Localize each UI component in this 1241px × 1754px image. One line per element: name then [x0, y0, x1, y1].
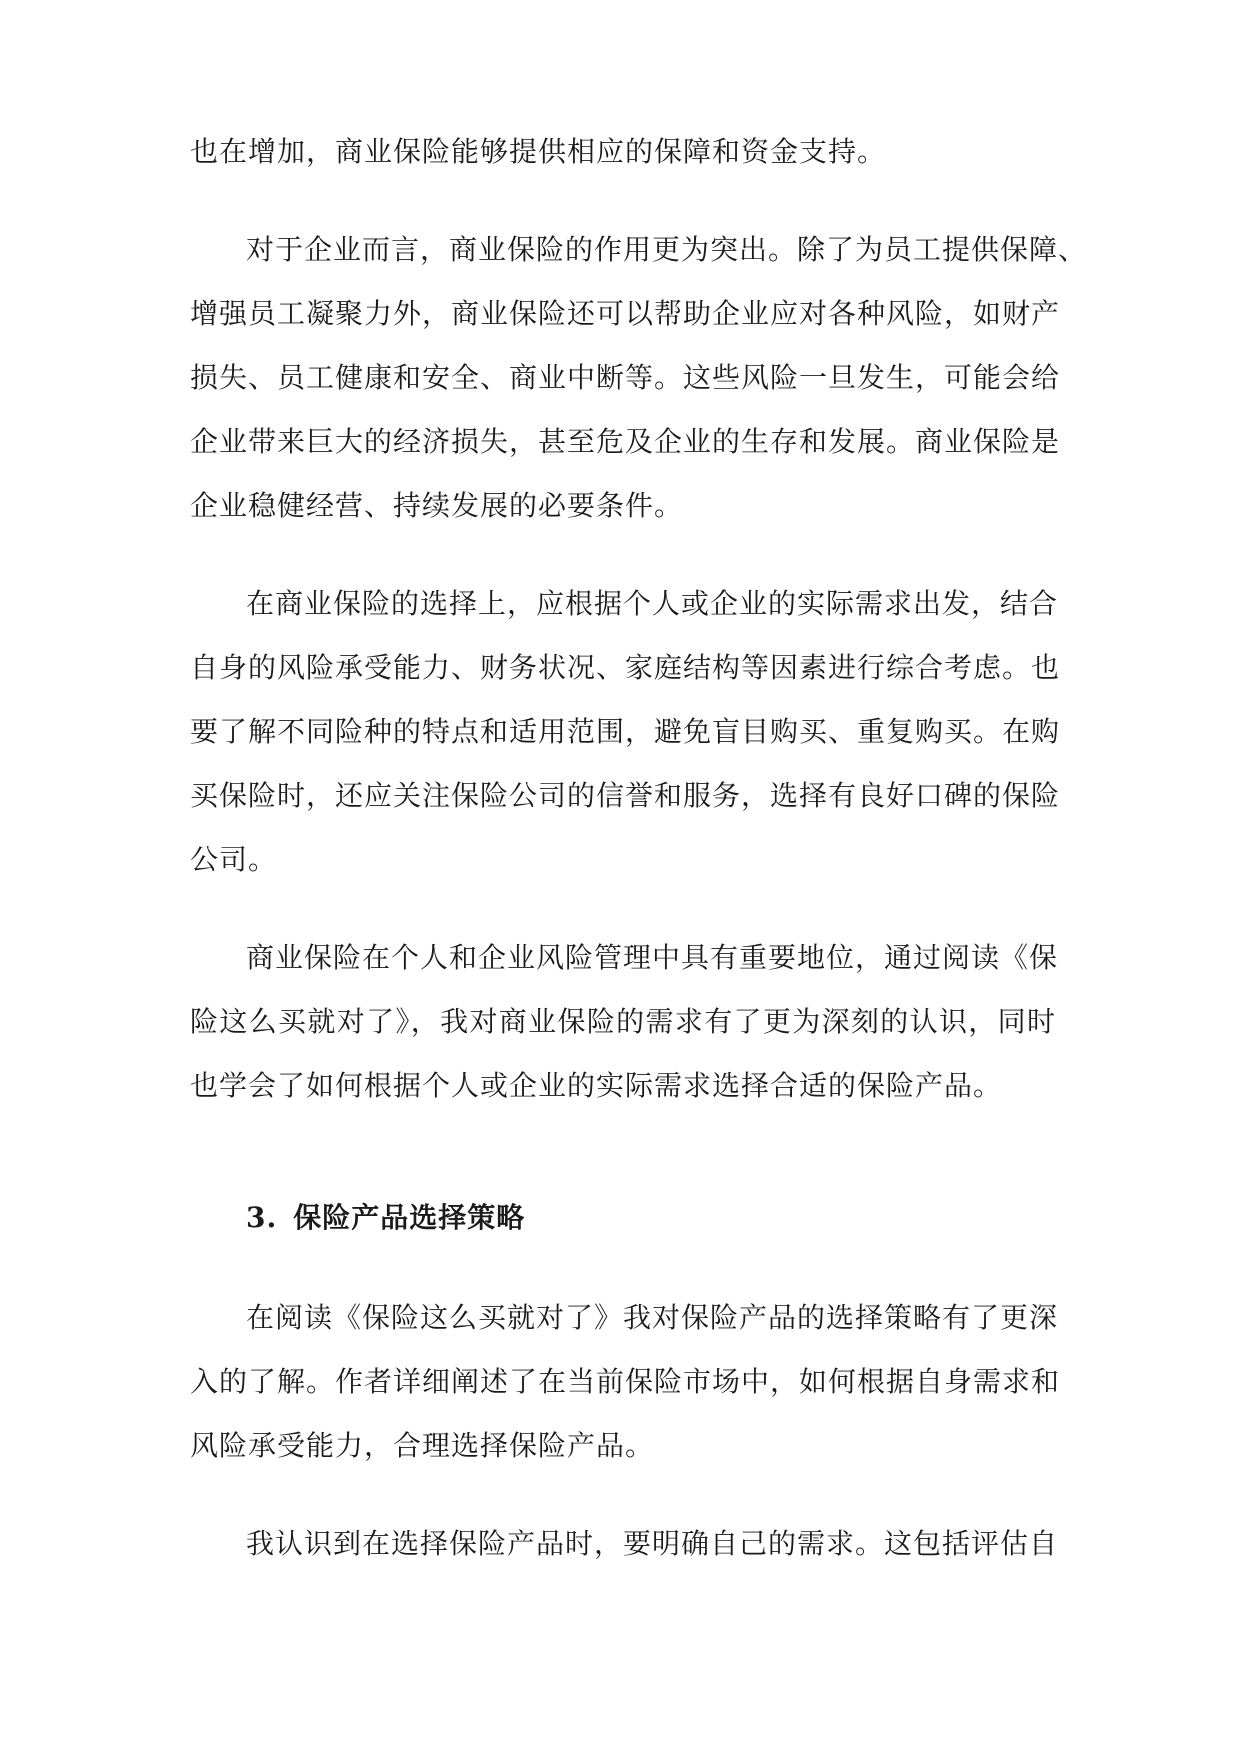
paragraph-line: 商业保险在个人和企业风险管理中具有重要地位，通过阅读《保 — [246, 941, 1059, 974]
paragraph-line: 公司。 — [190, 843, 278, 876]
paragraph-line: 企业带来巨大的经济损失，甚至危及企业的生存和发展。商业保险是 — [190, 425, 1061, 458]
paragraph-line: 增强员工凝聚力外，商业保险还可以帮助企业应对各种风险，如财产 — [190, 297, 1061, 330]
paragraph-line: 损失、员工健康和安全、商业中断等。这些风险一旦发生，可能会给 — [190, 361, 1061, 394]
paragraph-line: 自身的风险承受能力、财务状况、家庭结构等因素进行综合考虑。也 — [190, 651, 1061, 684]
section-heading — [246, 1198, 1112, 1238]
paragraph-line: 在阅读《保险这么买就对了》我对保险产品的选择策略有了更深 — [246, 1301, 1059, 1334]
section-number: 3. — [246, 1201, 278, 1234]
paragraph-line: 风险承受能力，合理选择保险产品。 — [190, 1429, 655, 1462]
section-title: 保险产品选择策略 — [293, 1201, 526, 1234]
paragraph-line: 我认识到在选择保险产品时，要明确自己的需求。这包括评估自 — [246, 1527, 1059, 1560]
paragraph-line: 入的了解。作者详细阐述了在当前保险市场中，如何根据自身需求和 — [190, 1365, 1061, 1398]
paragraph-line: 在商业保险的选择上，应根据个人或企业的实际需求出发，结合 — [246, 587, 1059, 620]
paragraph-line: 企业稳健经营、持续发展的必要条件。 — [190, 489, 684, 522]
paragraph-line: 也在增加，商业保险能够提供相应的保障和资金支持。 — [190, 135, 887, 168]
paragraph-line: 对于企业而言，商业保险的作用更为突出。除了为员工提供保障、 — [246, 233, 1088, 266]
paragraph-line: 险这么买就对了》，我对商业保险的需求有了更为深刻的认识，同时 — [190, 1005, 1056, 1038]
paragraph-line: 买保险时，还应关注保险公司的信誉和服务，选择有良好口碑的保险 — [190, 779, 1061, 812]
paragraph-line: 也学会了如何根据个人或企业的实际需求选择合适的保险产品。 — [190, 1069, 1003, 1102]
paragraph-line: 要了解不同险种的特点和适用范围，避免盲目购买、重复购买。在购 — [190, 715, 1061, 748]
